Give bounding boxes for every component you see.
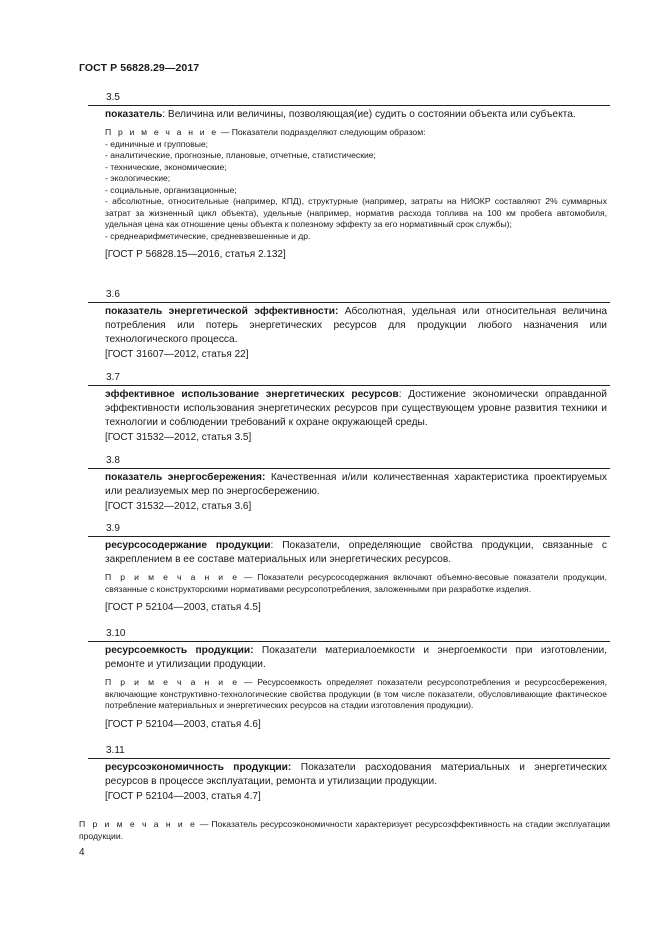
document-header: ГОСТ Р 56828.29—2017 xyxy=(79,62,200,74)
note-label: П р и м е ч а н и е xyxy=(79,819,197,829)
term: ресурсоемкость продукции: xyxy=(105,645,254,656)
note xyxy=(105,127,607,242)
term: показатель энергетической эффективности: xyxy=(105,306,339,317)
term-entry-3-8 xyxy=(88,454,610,514)
term: эффективное использование энергетических ресурсов xyxy=(105,389,399,400)
definition-text: Величина или величины, позволяющая(ие) судить о состоянии объекта или субъекта. xyxy=(165,109,576,120)
note-text: — Показатели подразделяют следующим образом: xyxy=(218,127,426,137)
note-label: П р и м е ч а н и е xyxy=(105,572,240,582)
entry-number: 3.9 xyxy=(106,523,120,534)
note-item: - экологические; xyxy=(105,173,171,183)
note-item: - среднеарифметические, средневзвешенные и др. xyxy=(105,230,311,241)
definition xyxy=(105,761,607,789)
note-label: П р и м е ч а н и е xyxy=(105,127,219,137)
page-number: 4 xyxy=(79,847,85,858)
definition-text: Показатели, определяющие свойства продукции, связанные с закреплением в ее составе материальных или энергетических ресурсов. xyxy=(105,540,607,565)
term: показатель энергосбережения: xyxy=(105,472,266,483)
term: ресурсоэкономичность продукции: xyxy=(105,762,292,773)
note xyxy=(105,572,607,595)
term: ресурсосодержание продукции xyxy=(105,540,271,551)
source-reference: [ГОСТ Р 56828.15—2016, статья 2.132] xyxy=(105,249,286,260)
source-reference: [ГОСТ 31532—2012, статья 3.6] xyxy=(105,501,252,512)
final-note xyxy=(79,819,610,842)
term-separator: : xyxy=(162,109,166,120)
definition xyxy=(105,305,607,347)
entry-number: 3.7 xyxy=(106,372,120,383)
definition xyxy=(105,644,607,672)
term-entry-3-7 xyxy=(88,371,610,445)
entry-number: 3.6 xyxy=(106,289,120,300)
term-separator: : xyxy=(398,389,402,400)
note-item: - аналитические, прогнозные, плановые, отчетные, статистические; xyxy=(105,150,376,160)
definition-text: Показатели материалоемкости и энергоемкости при изготовлении, ремонте и утилизации продукции. xyxy=(105,645,607,670)
entry-number: 3.5 xyxy=(106,92,120,103)
note-text: — Показатели ресурсосодержания включают объемно-весовые показатели продукции, связанные с конструкторскими нормативами ресурсопотребления, заложенными при разработке изделия. xyxy=(105,572,608,594)
term-entry-3-6 xyxy=(88,288,610,362)
term-entry-3-10 xyxy=(88,627,610,732)
term-entry-3-11 xyxy=(88,744,610,804)
note-item: - технические, экономические; xyxy=(105,161,227,172)
definition xyxy=(105,108,607,122)
note xyxy=(105,677,607,712)
definition xyxy=(105,471,607,499)
term: показатель xyxy=(105,109,163,120)
source-reference: [ГОСТ 31607—2012, статья 22] xyxy=(105,349,249,360)
definition-text: Достижение экономически оправданной эффективности использования энергетических ресурсов при существующем уровне развития техники и технологии и соблюдении требований к охране окружающей среды. xyxy=(105,389,607,428)
source-reference: [ГОСТ 31532—2012, статья 3.5] xyxy=(105,432,252,443)
source-reference: [ГОСТ Р 52104—2003, статья 4.5] xyxy=(105,602,261,613)
note-label: П р и м е ч а н и е xyxy=(105,677,240,687)
source-reference: [ГОСТ Р 52104—2003, статья 4.6] xyxy=(105,718,261,730)
note-text: — Ресурсоемкость определяет показатели ресурсопотребления и ресурсосбережения, включающие конструктивно-технологические свойства продукции (в том числе показатели, обусловливающие фактическое потребление материальных и энергетических ресурсов на стадии изготовления продукции). xyxy=(105,677,607,710)
definition xyxy=(105,539,607,567)
definition-text: Абсолютная, удельная или относительная величина потребления или потерь энергетических ресурсов для продукции любого назначения или технологического процесса. xyxy=(105,306,607,345)
term-entry-3-5 xyxy=(88,91,610,262)
source-reference: [ГОСТ Р 52104—2003, статья 4.7] xyxy=(105,791,261,802)
definition xyxy=(105,388,607,430)
entry-number: 3.10 xyxy=(106,628,126,639)
term-separator: : xyxy=(270,540,274,551)
entry-number: 3.11 xyxy=(106,745,125,756)
note-item: - абсолютные, относительные (например, КПД), структурные (например, затраты на НИОКР составляют 2% суммарных затрат за жизненный цикл объекта), удельные (например, норматив расхода топлива на 100 км пробега автомобиля, удельная цена как отношение цены объекта к полезному эффекту за его нормативный срок службы); xyxy=(105,196,607,229)
definition-text: Показатели расходования материальных и энергетических ресурсов в процессе эксплуатации, ремонта и утилизации продукции. xyxy=(105,762,607,787)
term-entry-3-9 xyxy=(88,522,610,615)
definition-text: Качественная и/или количественная характеристика проектируемых или реализуемых мер по энергосбережению. xyxy=(105,472,607,497)
note-item: - единичные и групповые; xyxy=(105,138,209,149)
note-item: - социальные, организационные; xyxy=(105,184,237,195)
entry-number: 3.8 xyxy=(106,455,120,466)
note-text: — Показатель ресурсоэкономичности характеризует ресурсоэффективность на стадии эксплуатации продукции. xyxy=(79,819,610,841)
